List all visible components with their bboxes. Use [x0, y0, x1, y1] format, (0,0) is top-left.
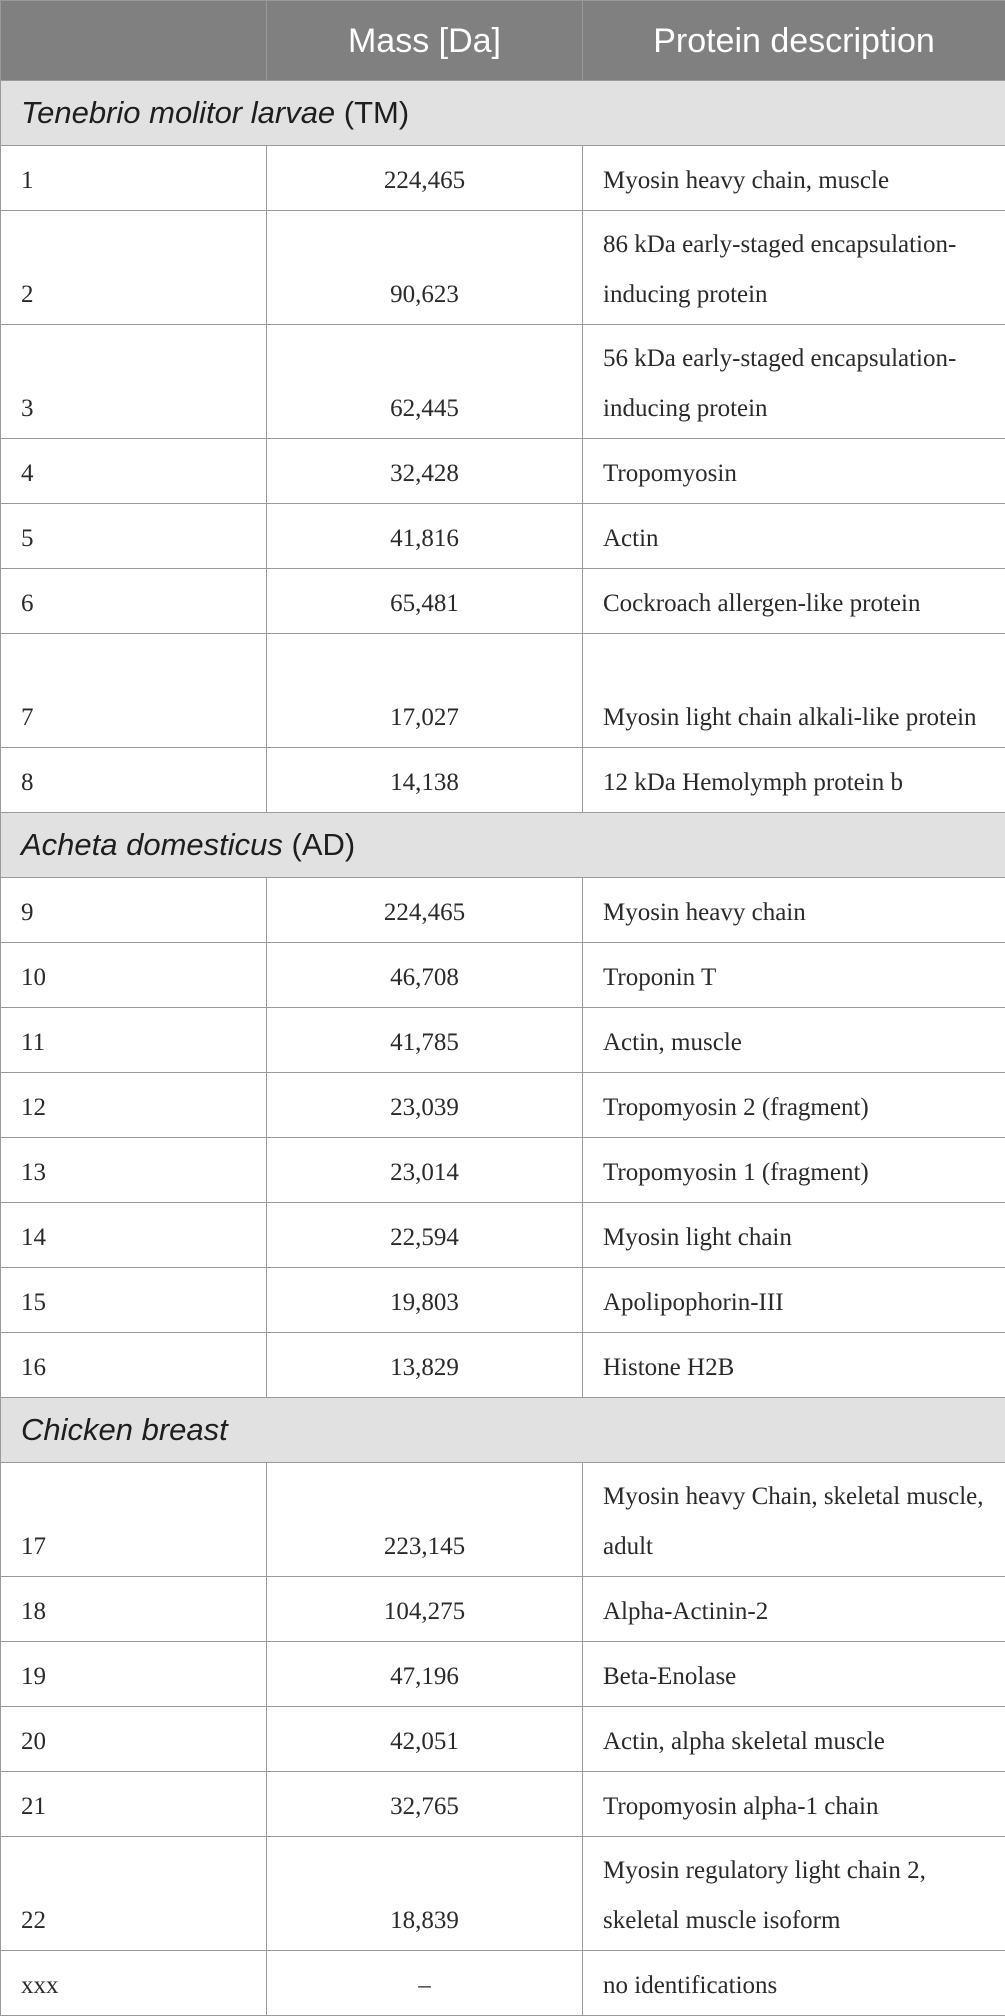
description-cell: Myosin regulatory light chain 2, skeletal muscle isoform — [583, 1837, 1005, 1951]
section-species-name: Acheta domesticus — [21, 827, 283, 862]
row-id-cell: 5 — [1, 504, 267, 569]
mass-cell: 23,014 — [267, 1138, 583, 1203]
description-cell: Actin — [583, 504, 1005, 569]
table-row — [1, 1642, 1005, 1707]
description-cell: Actin, muscle — [583, 1008, 1005, 1073]
header-id — [1, 1, 267, 81]
section-species-name: Tenebrio molitor larvae — [21, 95, 335, 130]
table-row — [1, 569, 1005, 634]
description-cell: Myosin light chain alkali-like protein — [583, 634, 1005, 748]
mass-cell: 19,803 — [267, 1268, 583, 1333]
row-id-cell: 6 — [1, 569, 267, 634]
mass-cell: 47,196 — [267, 1642, 583, 1707]
row-id-cell: 13 — [1, 1138, 267, 1203]
section-title — [1, 1398, 1005, 1463]
table-row — [1, 943, 1005, 1008]
row-id-cell: 22 — [1, 1837, 267, 1951]
table-row — [1, 1008, 1005, 1073]
mass-cell: 104,275 — [267, 1577, 583, 1642]
mass-cell: 224,465 — [267, 878, 583, 943]
description-cell: 56 kDa early-staged encapsulation-inducing protein — [583, 325, 1005, 439]
mass-cell: 42,051 — [267, 1707, 583, 1772]
table-row — [1, 634, 1005, 748]
table-row — [1, 1073, 1005, 1138]
mass-cell: 224,465 — [267, 146, 583, 211]
mass-cell: 223,145 — [267, 1463, 583, 1577]
mass-cell: 32,428 — [267, 439, 583, 504]
mass-cell: 22,594 — [267, 1203, 583, 1268]
table-row — [1, 1772, 1005, 1837]
header-row — [1, 1, 1005, 81]
row-id-cell: 3 — [1, 325, 267, 439]
section-abbreviation: (AD) — [283, 827, 355, 862]
description-cell: Troponin T — [583, 943, 1005, 1008]
description-cell: Beta-Enolase — [583, 1642, 1005, 1707]
table-row — [1, 211, 1005, 325]
row-id-cell: 4 — [1, 439, 267, 504]
description-cell: Actin, alpha skeletal muscle — [583, 1707, 1005, 1772]
mass-cell: 17,027 — [267, 634, 583, 748]
description-cell: Cockroach allergen-like protein — [583, 569, 1005, 634]
table-row — [1, 1707, 1005, 1772]
row-id-cell: 1 — [1, 146, 267, 211]
description-cell: Alpha-Actinin-2 — [583, 1577, 1005, 1642]
row-id-cell: 20 — [1, 1707, 267, 1772]
row-id-cell: 17 — [1, 1463, 267, 1577]
table-row — [1, 1951, 1005, 2016]
description-cell: Tropomyosin — [583, 439, 1005, 504]
mass-cell: 41,816 — [267, 504, 583, 569]
row-id-cell: 19 — [1, 1642, 267, 1707]
description-cell: Tropomyosin 2 (fragment) — [583, 1073, 1005, 1138]
section-row — [1, 1398, 1005, 1463]
table-row — [1, 1333, 1005, 1398]
mass-cell: 46,708 — [267, 943, 583, 1008]
mass-cell: 65,481 — [267, 569, 583, 634]
section-species-name: Chicken breast — [21, 1412, 228, 1447]
row-id-cell: 10 — [1, 943, 267, 1008]
mass-cell: 23,039 — [267, 1073, 583, 1138]
table-row — [1, 878, 1005, 943]
header-mass: Mass [Da] — [267, 1, 583, 81]
description-cell: Myosin light chain — [583, 1203, 1005, 1268]
mass-cell: 32,765 — [267, 1772, 583, 1837]
header-description: Protein description — [583, 1, 1005, 81]
row-id-cell: 16 — [1, 1333, 267, 1398]
description-cell: no identifications — [583, 1951, 1005, 2016]
table-row — [1, 1138, 1005, 1203]
mass-cell: 41,785 — [267, 1008, 583, 1073]
row-id-cell: xxx — [1, 1951, 267, 2016]
table-row — [1, 1577, 1005, 1642]
description-cell: 86 kDa early-staged encapsulation-inducing protein — [583, 211, 1005, 325]
table-row — [1, 439, 1005, 504]
section-title — [1, 81, 1005, 146]
mass-cell: 14,138 — [267, 748, 583, 813]
section-title — [1, 813, 1005, 878]
row-id-cell: 21 — [1, 1772, 267, 1837]
section-abbreviation: (TM) — [335, 95, 409, 130]
table-row — [1, 146, 1005, 211]
description-cell: Histone H2B — [583, 1333, 1005, 1398]
row-id-cell: 11 — [1, 1008, 267, 1073]
row-id-cell: 8 — [1, 748, 267, 813]
table-body — [1, 81, 1005, 2016]
description-cell: 12 kDa Hemolymph protein b — [583, 748, 1005, 813]
row-id-cell: 9 — [1, 878, 267, 943]
row-id-cell: 14 — [1, 1203, 267, 1268]
row-id-cell: 12 — [1, 1073, 267, 1138]
mass-cell: 90,623 — [267, 211, 583, 325]
table-row — [1, 325, 1005, 439]
mass-cell: 18,839 — [267, 1837, 583, 1951]
row-id-cell: 2 — [1, 211, 267, 325]
description-cell: Tropomyosin 1 (fragment) — [583, 1138, 1005, 1203]
section-row — [1, 81, 1005, 146]
row-id-cell: 15 — [1, 1268, 267, 1333]
description-cell: Myosin heavy chain — [583, 878, 1005, 943]
row-id-cell: 18 — [1, 1577, 267, 1642]
table-row — [1, 1203, 1005, 1268]
mass-cell: 13,829 — [267, 1333, 583, 1398]
description-cell: Tropomyosin alpha-1 chain — [583, 1772, 1005, 1837]
table-row — [1, 1268, 1005, 1333]
row-id-cell: 7 — [1, 634, 267, 748]
table-row — [1, 504, 1005, 569]
description-cell: Myosin heavy chain, muscle — [583, 146, 1005, 211]
description-cell: Apolipophorin-III — [583, 1268, 1005, 1333]
table-row — [1, 1463, 1005, 1577]
description-cell: Myosin heavy Chain, skeletal muscle, adult — [583, 1463, 1005, 1577]
table-row — [1, 1837, 1005, 1951]
mass-cell: – — [267, 1951, 583, 2016]
section-row — [1, 813, 1005, 878]
table-row — [1, 748, 1005, 813]
mass-cell: 62,445 — [267, 325, 583, 439]
